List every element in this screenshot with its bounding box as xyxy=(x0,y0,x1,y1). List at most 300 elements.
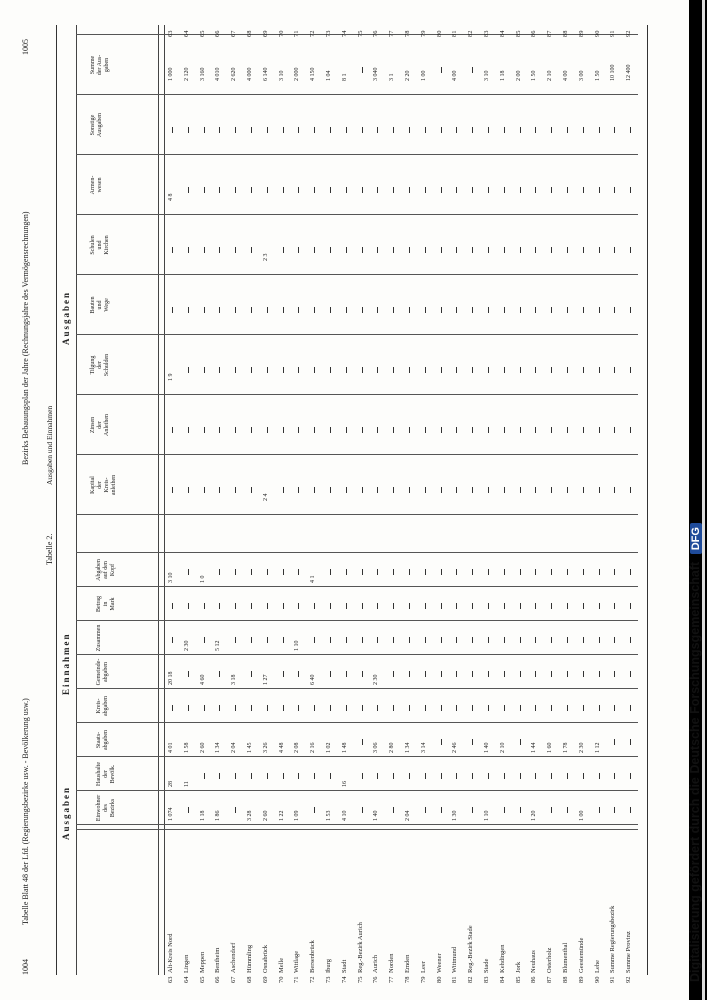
table-cell: 2 30 xyxy=(183,640,190,651)
row-number: 71 xyxy=(293,976,301,983)
empty-cell-dash xyxy=(567,247,568,253)
empty-cell-dash xyxy=(219,603,220,609)
empty-cell-dash xyxy=(393,487,394,493)
empty-cell-dash xyxy=(535,569,536,575)
empty-cell-dash xyxy=(614,569,615,575)
row-number: 71 xyxy=(293,30,301,37)
empty-cell-dash xyxy=(630,187,631,193)
empty-cell-dash xyxy=(393,367,394,373)
empty-cell-dash xyxy=(520,603,521,609)
row-number: 72 xyxy=(309,976,317,983)
row-label: Blumenthal xyxy=(562,942,569,973)
empty-cell-dash xyxy=(267,367,268,373)
empty-cell-dash xyxy=(441,187,442,193)
row-label: Geestemünde xyxy=(577,937,585,973)
empty-cell-dash xyxy=(330,307,331,313)
empty-cell-dash xyxy=(630,569,631,575)
row-label: Summe Regierungsbezirk xyxy=(609,905,617,973)
empty-cell-dash xyxy=(314,487,315,493)
empty-cell-dash xyxy=(267,127,268,133)
empty-cell-dash xyxy=(488,487,489,493)
empty-cell-dash xyxy=(520,487,521,493)
empty-cell-dash xyxy=(409,367,410,373)
column-rule xyxy=(76,586,638,587)
table-cell: 1 00 xyxy=(578,810,585,821)
empty-cell-dash xyxy=(235,487,236,493)
empty-cell-dash xyxy=(456,127,457,133)
row-number: 91 xyxy=(609,976,617,983)
row-number: 77 xyxy=(388,30,396,37)
empty-cell-dash xyxy=(346,603,347,609)
empty-cell-dash xyxy=(551,127,552,133)
empty-cell-dash xyxy=(504,487,505,493)
empty-cell-dash xyxy=(504,637,505,643)
empty-cell-dash xyxy=(314,603,315,609)
empty-cell-dash xyxy=(283,637,284,643)
empty-cell-dash xyxy=(520,739,521,745)
table-cell: 3 18 xyxy=(231,674,238,685)
table-cell: 1 10 xyxy=(484,810,490,821)
empty-cell-dash xyxy=(504,367,505,373)
row-label: Neuhaus xyxy=(530,950,538,973)
empty-cell-dash xyxy=(219,487,220,493)
column-rule xyxy=(76,454,638,455)
empty-cell-dash xyxy=(583,487,584,493)
empty-cell-dash xyxy=(599,127,600,133)
empty-cell-dash xyxy=(441,367,442,373)
table-cell: 1 04 xyxy=(326,70,332,81)
empty-cell-dash xyxy=(267,637,268,643)
empty-cell-dash xyxy=(504,127,505,133)
empty-cell-dash xyxy=(283,187,284,193)
table-cell: 2 60 xyxy=(262,810,269,821)
empty-cell-dash xyxy=(425,307,426,313)
page-title-right: Bezirks Bebauungsplan der Jahre (Rechnungsjahre des Vermögensrechnungen) xyxy=(21,211,30,465)
empty-cell-dash xyxy=(567,773,568,779)
empty-cell-dash xyxy=(188,487,189,493)
table-cell: 1 58 xyxy=(183,742,190,753)
empty-cell-dash xyxy=(251,637,252,643)
table-cell: 3 26 xyxy=(262,742,269,753)
empty-cell-dash xyxy=(330,487,331,493)
empty-cell-dash xyxy=(188,127,189,133)
empty-cell-dash xyxy=(614,705,615,711)
empty-cell-dash xyxy=(251,247,252,253)
empty-cell-dash xyxy=(330,367,331,373)
table-cell: 4 150 xyxy=(310,67,317,81)
column-header: Kreis- abgaben xyxy=(96,696,109,716)
empty-cell-dash xyxy=(441,807,442,813)
empty-cell-dash xyxy=(298,367,299,373)
empty-cell-dash xyxy=(283,487,284,493)
empty-cell-dash xyxy=(599,427,600,433)
row-number: 76 xyxy=(372,30,380,37)
table-cell: 4 1 xyxy=(310,575,317,583)
empty-cell-dash xyxy=(409,307,410,313)
table-cell: 1 48 xyxy=(341,742,348,753)
column-header: Armen- wesen xyxy=(90,175,103,195)
column-header: Summe der Aus- gaben xyxy=(90,54,110,76)
column-header: Betrag in Mark xyxy=(96,596,116,612)
table-cell: 3 160 xyxy=(199,67,206,81)
row-label: Hümmling xyxy=(246,944,253,973)
empty-cell-dash xyxy=(599,705,600,711)
column-rule xyxy=(76,394,638,395)
column-header: Kapital der Kreis- anleihen xyxy=(90,474,117,496)
column-rule xyxy=(76,552,638,553)
empty-cell-dash xyxy=(393,637,394,643)
empty-cell-dash xyxy=(472,127,473,133)
empty-cell-dash xyxy=(630,603,631,609)
table-cell: 1 50 xyxy=(531,70,538,81)
row-number: 87 xyxy=(546,30,554,37)
empty-cell-dash xyxy=(504,187,505,193)
table-cell: 1 18 xyxy=(499,70,506,81)
empty-cell-dash xyxy=(630,487,631,493)
empty-cell-dash xyxy=(535,773,536,779)
empty-cell-dash xyxy=(362,127,363,133)
empty-cell-dash xyxy=(204,367,205,373)
row-number: 86 xyxy=(530,976,538,983)
row-label: Leer xyxy=(419,961,427,973)
table-cell: 1 09 xyxy=(294,810,301,821)
empty-cell-dash xyxy=(551,487,552,493)
empty-cell-dash xyxy=(425,487,426,493)
empty-cell-dash xyxy=(314,367,315,373)
empty-cell-dash xyxy=(330,603,331,609)
empty-cell-dash xyxy=(172,487,173,493)
row-label: Aurich xyxy=(372,954,380,973)
empty-cell-dash xyxy=(362,637,363,643)
row-number: 91 xyxy=(609,30,617,37)
empty-cell-dash xyxy=(551,637,552,643)
row-number: 75 xyxy=(356,30,364,37)
empty-cell-dash xyxy=(630,367,631,373)
empty-cell-dash xyxy=(330,247,331,253)
row-label: Kehdingen xyxy=(498,944,506,973)
empty-cell-dash xyxy=(425,427,426,433)
empty-cell-dash xyxy=(583,427,584,433)
row-label: Reg.-Bezirk Aurich xyxy=(356,922,364,973)
row-number: 67 xyxy=(230,976,238,983)
empty-cell-dash xyxy=(630,739,631,745)
empty-cell-dash xyxy=(188,187,189,193)
column-header: Abgaben auf den Kopf xyxy=(96,559,116,581)
empty-cell-dash xyxy=(251,671,252,677)
empty-cell-dash xyxy=(267,569,268,575)
table-cell: 2 80 xyxy=(389,742,396,753)
row-number: 83 xyxy=(483,30,490,37)
row-label: Reg.-Bezirk Stade xyxy=(467,925,475,973)
empty-cell-dash xyxy=(251,367,252,373)
empty-cell-dash xyxy=(283,307,284,313)
empty-cell-dash xyxy=(362,307,363,313)
empty-cell-dash xyxy=(330,671,331,677)
empty-cell-dash xyxy=(614,603,615,609)
empty-cell-dash xyxy=(520,569,521,575)
empty-cell-dash xyxy=(283,773,284,779)
empty-cell-dash xyxy=(251,773,252,779)
empty-cell-dash xyxy=(614,487,615,493)
table-cell: 4 010 xyxy=(215,67,222,81)
table-cell: 2 04 xyxy=(231,742,238,753)
empty-cell-dash xyxy=(346,637,347,643)
row-number: 68 xyxy=(246,976,253,983)
empty-cell-dash xyxy=(377,487,378,493)
table-cell: 10 100 xyxy=(610,64,617,81)
empty-cell-dash xyxy=(251,603,252,609)
empty-cell-dash xyxy=(188,427,189,433)
empty-cell-dash xyxy=(535,427,536,433)
empty-cell-dash xyxy=(235,603,236,609)
empty-cell-dash xyxy=(314,807,315,813)
empty-cell-dash xyxy=(251,705,252,711)
table-cell: 16 xyxy=(341,781,348,787)
empty-cell-dash xyxy=(393,807,394,813)
table-cell: 4 000 xyxy=(247,67,253,81)
empty-cell-dash xyxy=(267,705,268,711)
empty-cell-dash xyxy=(535,603,536,609)
empty-cell-dash xyxy=(188,307,189,313)
empty-cell-dash xyxy=(551,247,552,253)
table-cell: 2 4 xyxy=(262,493,269,501)
row-number: 79 xyxy=(419,976,427,983)
empty-cell-dash xyxy=(393,427,394,433)
empty-cell-dash xyxy=(472,367,473,373)
empty-cell-dash xyxy=(535,671,536,677)
empty-cell-dash xyxy=(204,247,205,253)
empty-cell-dash xyxy=(583,127,584,133)
empty-cell-dash xyxy=(488,671,489,677)
table-cell: 1 53 xyxy=(326,810,332,821)
row-number: 92 xyxy=(625,30,633,37)
empty-cell-dash xyxy=(204,637,205,643)
empty-cell-dash xyxy=(472,247,473,253)
empty-cell-dash xyxy=(346,427,347,433)
empty-cell-dash xyxy=(456,427,457,433)
empty-cell-dash xyxy=(377,773,378,779)
empty-cell-dash xyxy=(630,307,631,313)
row-number: 65 xyxy=(198,30,206,37)
empty-cell-dash xyxy=(314,247,315,253)
empty-cell-dash xyxy=(235,247,236,253)
table-cell: 12 400 xyxy=(626,64,633,81)
column-header: Gemeinde- abgaben xyxy=(96,658,109,686)
table-cell: 2 10 xyxy=(499,742,506,753)
empty-cell-dash xyxy=(599,307,600,313)
table-cell: 1 60 xyxy=(547,742,554,753)
empty-cell-dash xyxy=(393,603,394,609)
empty-cell-dash xyxy=(425,569,426,575)
table-cell: 1 78 xyxy=(563,742,569,753)
empty-cell-dash xyxy=(409,187,410,193)
table-cell: 4 00 xyxy=(452,70,459,81)
empty-cell-dash xyxy=(283,569,284,575)
empty-cell-dash xyxy=(472,773,473,779)
header-rule-bottom xyxy=(158,25,159,975)
table-cell: 2 46 xyxy=(452,742,459,753)
empty-cell-dash xyxy=(298,487,299,493)
empty-cell-dash xyxy=(393,671,394,677)
empty-cell-dash xyxy=(520,427,521,433)
table-cell: 3 10 xyxy=(278,70,285,81)
table-cell: 11 xyxy=(183,781,190,787)
empty-cell-dash xyxy=(425,637,426,643)
empty-cell-dash xyxy=(346,671,347,677)
empty-cell-dash xyxy=(551,705,552,711)
empty-cell-dash xyxy=(362,569,363,575)
empty-cell-dash xyxy=(235,127,236,133)
empty-cell-dash xyxy=(472,187,473,193)
empty-cell-dash xyxy=(551,773,552,779)
empty-cell-dash xyxy=(599,603,600,609)
table-cell: 1 45 xyxy=(247,742,253,753)
empty-cell-dash xyxy=(425,773,426,779)
empty-cell-dash xyxy=(535,127,536,133)
row-number: 80 xyxy=(435,30,443,37)
empty-cell-dash xyxy=(504,247,505,253)
table-cell: 2 000 xyxy=(294,67,301,81)
empty-cell-dash xyxy=(488,427,489,433)
empty-cell-dash xyxy=(488,307,489,313)
page-title-left: Tabelle Blatt 48 der Lfd. (Regierungsbezirke usw. - Bevölkerung usw.) xyxy=(21,698,30,925)
empty-cell-dash xyxy=(283,705,284,711)
empty-cell-dash xyxy=(362,603,363,609)
empty-cell-dash xyxy=(425,807,426,813)
row-number: 83 xyxy=(483,976,490,983)
empty-cell-dash xyxy=(172,247,173,253)
row-number: 66 xyxy=(214,30,222,37)
empty-cell-dash xyxy=(346,367,347,373)
column-rule xyxy=(76,514,638,515)
row-number: 73 xyxy=(325,30,332,37)
empty-cell-dash xyxy=(504,807,505,813)
empty-cell-dash xyxy=(251,569,252,575)
empty-cell-dash xyxy=(377,307,378,313)
empty-cell-dash xyxy=(551,603,552,609)
empty-cell-dash xyxy=(456,187,457,193)
empty-cell-dash xyxy=(630,705,631,711)
column-header: Einwohner des Bezirks xyxy=(96,794,116,822)
row-label: Emden xyxy=(404,954,411,973)
empty-cell-dash xyxy=(219,427,220,433)
row-number: 69 xyxy=(261,30,269,37)
empty-cell-dash xyxy=(441,739,442,745)
empty-cell-dash xyxy=(551,807,552,813)
empty-cell-dash xyxy=(583,187,584,193)
column-header: Zinsen der Anleihen xyxy=(90,414,110,436)
empty-cell-dash xyxy=(425,705,426,711)
column-rule xyxy=(76,824,638,825)
empty-cell-dash xyxy=(551,569,552,575)
row-number: 81 xyxy=(451,30,459,37)
table-cell: 6 140 xyxy=(262,67,269,81)
empty-cell-dash xyxy=(393,187,394,193)
empty-cell-dash xyxy=(520,307,521,313)
column-header: Zusammen xyxy=(96,624,102,652)
dfg-logo: DFG xyxy=(690,523,702,554)
table-cell: 1 0 xyxy=(199,575,206,583)
column-rule xyxy=(76,829,638,830)
row-number: 78 xyxy=(404,30,411,37)
empty-cell-dash xyxy=(393,127,394,133)
empty-cell-dash xyxy=(551,367,552,373)
empty-cell-dash xyxy=(330,569,331,575)
table-cell: 1 50 xyxy=(594,70,601,81)
empty-cell-dash xyxy=(188,807,189,813)
empty-cell-dash xyxy=(204,487,205,493)
table-cell: 1 000 xyxy=(168,67,174,81)
row-label: Meppen xyxy=(198,951,206,973)
empty-cell-dash xyxy=(267,603,268,609)
empty-cell-dash xyxy=(235,773,236,779)
column-rule xyxy=(76,214,638,215)
row-number: 72 xyxy=(309,30,317,37)
table-cell: 5 12 xyxy=(215,640,222,651)
table-cell: 3 10 xyxy=(484,70,490,81)
empty-cell-dash xyxy=(409,569,410,575)
empty-cell-dash xyxy=(409,427,410,433)
header-rule-mid xyxy=(164,25,165,975)
empty-cell-dash xyxy=(456,569,457,575)
empty-cell-dash xyxy=(362,367,363,373)
table-cell: 1 30 xyxy=(452,810,459,821)
empty-cell-dash xyxy=(330,773,331,779)
row-number: 85 xyxy=(514,976,522,983)
empty-cell-dash xyxy=(567,705,568,711)
empty-cell-dash xyxy=(472,671,473,677)
row-label: Lehe xyxy=(593,960,601,973)
empty-cell-dash xyxy=(409,247,410,253)
empty-cell-dash xyxy=(204,127,205,133)
empty-cell-dash xyxy=(409,127,410,133)
table-cell: 1 34 xyxy=(215,742,222,753)
empty-cell-dash xyxy=(614,739,615,745)
empty-cell-dash xyxy=(298,247,299,253)
row-label: Iburg xyxy=(325,959,332,973)
table-cell: 3 040 xyxy=(373,67,380,81)
table-cell: 1 02 xyxy=(326,742,332,753)
empty-cell-dash xyxy=(441,127,442,133)
empty-cell-dash xyxy=(314,127,315,133)
empty-cell-dash xyxy=(520,187,521,193)
empty-cell-dash xyxy=(283,127,284,133)
empty-cell-dash xyxy=(393,705,394,711)
empty-cell-dash xyxy=(235,569,236,575)
empty-cell-dash xyxy=(583,671,584,677)
row-number: 74 xyxy=(340,30,348,37)
column-header: Staats- abgaben xyxy=(96,730,109,750)
column-rule xyxy=(76,94,638,95)
empty-cell-dash xyxy=(567,127,568,133)
empty-cell-dash xyxy=(283,247,284,253)
section-heading-left: Ausgaben xyxy=(61,785,71,840)
table-cell: 1 10 xyxy=(294,640,301,651)
empty-cell-dash xyxy=(551,307,552,313)
empty-cell-dash xyxy=(188,247,189,253)
table-cell: 20 18 xyxy=(168,671,174,685)
empty-cell-dash xyxy=(314,187,315,193)
column-header: Bauten und Wege xyxy=(90,296,110,314)
empty-cell-dash xyxy=(219,569,220,575)
empty-cell-dash xyxy=(441,67,442,73)
empty-cell-dash xyxy=(425,247,426,253)
row-number: 64 xyxy=(182,976,190,983)
row-label: Wittmund xyxy=(451,946,459,973)
empty-cell-dash xyxy=(172,427,173,433)
empty-cell-dash xyxy=(599,569,600,575)
empty-cell-dash xyxy=(188,569,189,575)
